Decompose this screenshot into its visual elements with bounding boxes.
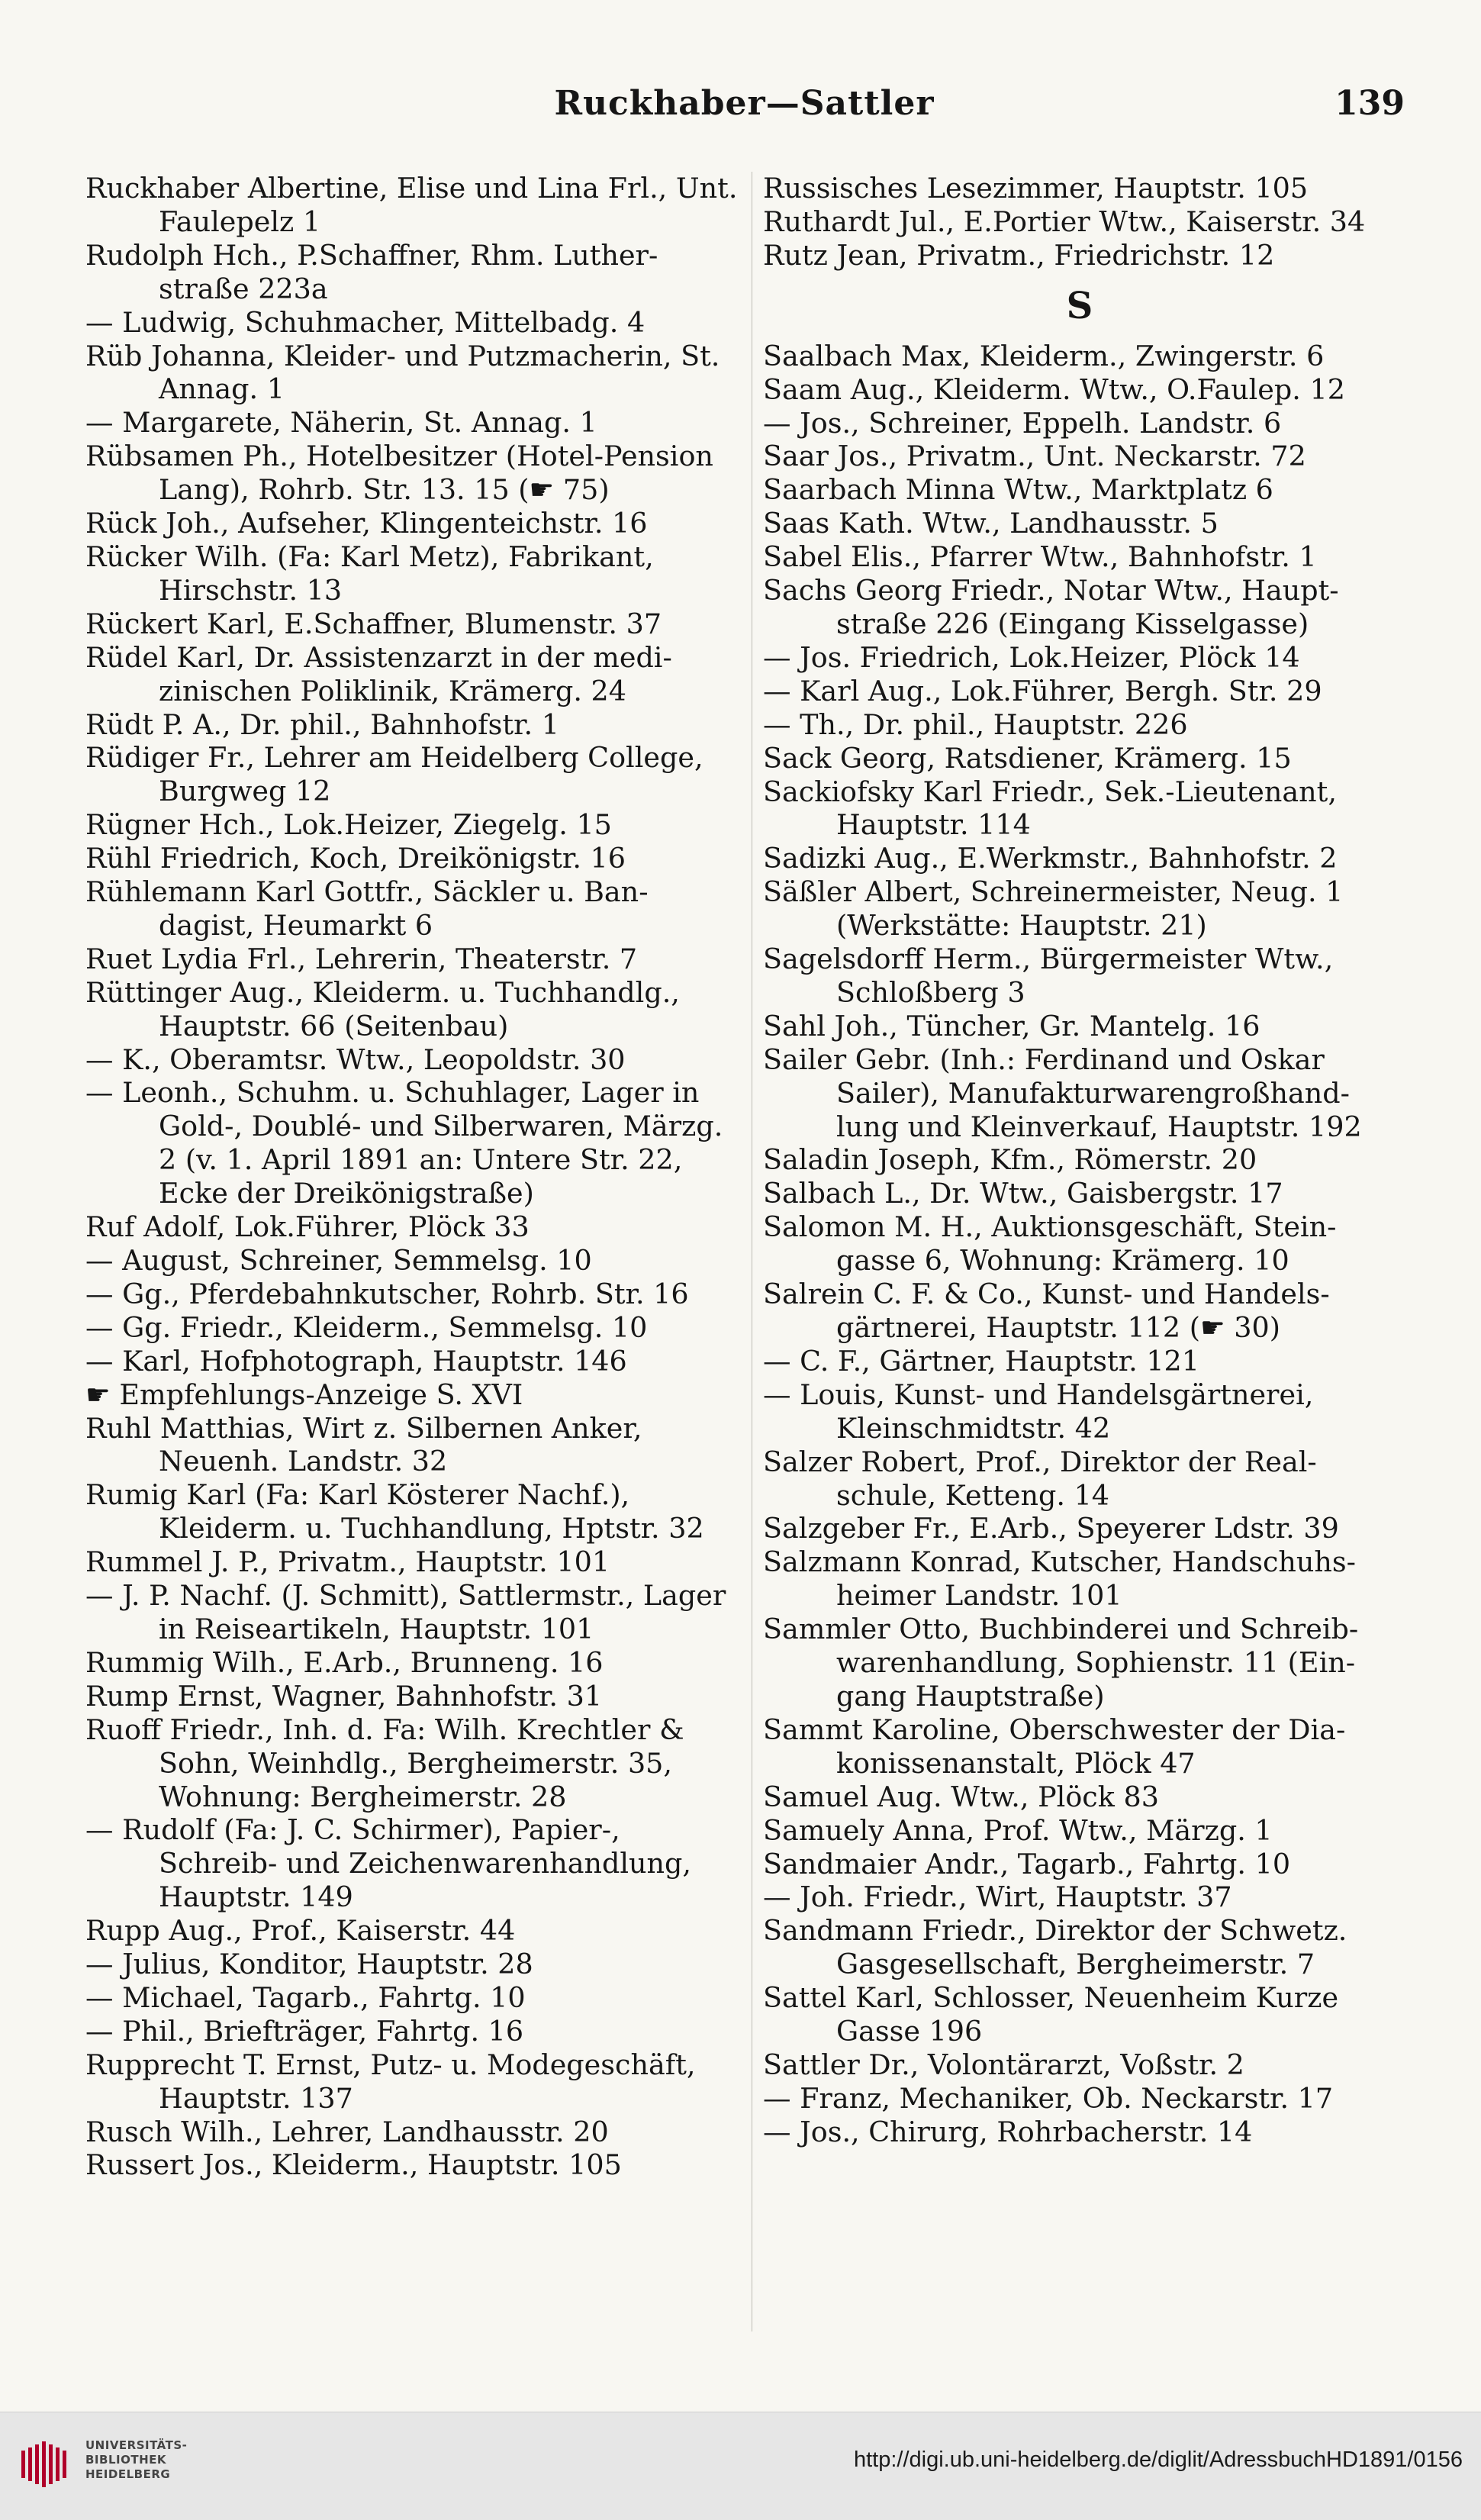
running-title: Ruckhaber—Sattler [554, 84, 935, 123]
directory-entry: Sailer Gebr. (Inh.: Ferdinand und Oskar Sailer), Manufakturwarengroßhand-lung und Kleinverkauf, Hauptstr. 192 [763, 1042, 1362, 1143]
directory-entry: Sandmann Friedr., Direktor der Schwetz. Gasgesellschaft, Bergheimerstr. 7 [763, 1914, 1357, 1981]
directory-entry: Ruet Lydia Frl., Lehrerin, Theaterstr. 7 [85, 942, 638, 975]
directory-entry: — J. P. Nachf. (J. Schmitt), Sattlermstr., Lager in Reiseartikeln, Hauptstr. 101 [85, 1579, 735, 1645]
section-letter: S [1066, 284, 1093, 327]
directory-entry: Rupp Aug., Prof., Kaiserstr. 44 [85, 1914, 516, 1948]
directory-entry: — Joh. Friedr., Wirt, Hauptstr. 37 [763, 1880, 1232, 1914]
directory-entry: Sattler Dr., Volontärarzt, Voßstr. 2 [763, 2048, 1244, 2081]
logo-bar [42, 2441, 46, 2487]
directory-entry: — Leonh., Schuhm. u. Schuhlager, Lager in Gold-, Doublé- und Silberwaren, Märzg. 2 (v. 1. April 1891 an: Untere Str. 22, Ecke der Dreikönigstraße) [85, 1076, 732, 1210]
directory-entry: — Phil., Briefträger, Fahrtg. 16 [85, 2014, 524, 2048]
directory-entry: — Karl Aug., Lok.Führer, Bergh. Str. 29 [763, 674, 1322, 707]
directory-entry: Sammler Otto, Buchbinderei und Schreib-warenhandlung, Sophienstr. 11 (Ein-gang Hauptstraße) [763, 1613, 1359, 1713]
directory-entry: Sabel Elis., Pfarrer Wtw., Bahnhofstr. 1 [763, 540, 1317, 574]
directory-entry: — Th., Dr. phil., Hauptstr. 226 [763, 707, 1188, 741]
directory-entry: Saarbach Minna Wtw., Marktplatz 6 [763, 473, 1273, 507]
directory-entry: Saalbach Max, Kleiderm., Zwingerstr. 6 [763, 339, 1325, 372]
directory-entry: Saar Jos., Privatm., Unt. Neckarstr. 72 [763, 440, 1306, 473]
directory-entry: Russisches Lesezimmer, Hauptstr. 105 [763, 172, 1309, 205]
directory-entry: Sadizki Aug., E.Werkmstr., Bahnhofstr. 2 [763, 842, 1338, 875]
directory-entry: Russert Jos., Kleiderm., Hauptstr. 105 [85, 2148, 622, 2182]
page-header [84, 84, 1405, 137]
directory-entry: Sandmaier Andr., Tagarb., Fahrtg. 10 [763, 1847, 1291, 1880]
page-number: 139 [1335, 84, 1405, 123]
directory-entry: Salrein C. F. & Co., Kunst- und Handels-gärtnerei, Hauptstr. 112 (☛ 30) [763, 1278, 1330, 1344]
directory-entry: Ruf Adolf, Lok.Führer, Plöck 33 [85, 1210, 530, 1244]
directory-entry: Samuely Anna, Prof. Wtw., Märzg. 1 [763, 1813, 1273, 1847]
directory-entry: — August, Schreiner, Semmelsg. 10 [85, 1244, 592, 1277]
right-column-entries [763, 340, 1396, 2149]
directory-entry: Säßler Albert, Schreinermeister, Neug. 1 (Werkstätte: Hauptstr. 21) [763, 875, 1352, 943]
directory-entry: Salzer Robert, Prof., Direktor der Real-schule, Ketteng. 14 [763, 1445, 1317, 1512]
directory-entry: — Karl, Hofphotograph, Hauptstr. 146 [85, 1344, 627, 1378]
directory-entry: — Julius, Konditor, Hauptstr. 28 [85, 1948, 533, 1981]
directory-entry: — K., Oberamtsr. Wtw., Leopoldstr. 30 [85, 1042, 626, 1076]
directory-entry: Saas Kath. Wtw., Landhausstr. 5 [763, 507, 1219, 540]
directory-entry: Saladin Joseph, Kfm., Römerstr. 20 [763, 1143, 1257, 1177]
directory-entry: — Franz, Mechaniker, Ob. Neckarstr. 17 [763, 2081, 1334, 2115]
library-name-line: HEIDELBERG [85, 2467, 171, 2481]
directory-entry: Sammt Karoline, Oberschwester der Dia-konissenanstalt, Plöck 47 [763, 1713, 1346, 1780]
logo-bar [49, 2444, 53, 2484]
directory-entry: — Michael, Tagarb., Fahrtg. 10 [85, 1980, 526, 2014]
library-name-line: UNIVERSITÄTS- [85, 2438, 188, 2452]
directory-entry: Salzgeber Fr., E.Arb., Speyerer Ldstr. 39 [763, 1512, 1339, 1545]
directory-entry: — Jos., Schreiner, Eppelh. Landstr. 6 [763, 406, 1282, 440]
directory-entry: Rusch Wilh., Lehrer, Landhausstr. 20 [85, 2115, 609, 2148]
source-url-link[interactable]: http://digi.ub.uni-heidelberg.de/diglit/AdressbuchHD1891/0156 [853, 2447, 1463, 2472]
directory-entry: — Margarete, Näherin, St. Annag. 1 [85, 406, 597, 440]
directory-entry: — Rudolf (Fa: J. C. Schirmer), Papier-, Schreib- und Zeichenwarenhandlung, Hauptstr. 149 [85, 1813, 700, 1914]
directory-entry: Salomon M. H., Auktionsgeschäft, Stein-gasse 6, Wohnung: Krämerg. 10 [763, 1210, 1337, 1278]
directory-entry: Rummig Wilh., E.Arb., Brunneng. 16 [85, 1645, 604, 1679]
logo-bar [28, 2447, 32, 2481]
left-column [85, 172, 747, 2182]
directory-entry: Rüdt P. A., Dr. phil., Bahnhofstr. 1 [85, 707, 559, 741]
directory-entry: — Jos. Friedrich, Lok.Heizer, Plöck 14 [763, 640, 1300, 674]
logo-bar [56, 2447, 60, 2481]
directory-entry: — Louis, Kunst- und Handelsgärtnerei, Kleinschmidtstr. 42 [763, 1378, 1322, 1445]
directory-entry: Rückert Karl, E.Schaffner, Blumenstr. 37 [85, 607, 662, 640]
directory-entry: Salzmann Konrad, Kutscher, Handschuhs-heimer Landstr. 101 [763, 1545, 1356, 1613]
directory-entry: Ruthardt Jul., E.Portier Wtw., Kaiserstr. 34 [763, 205, 1366, 238]
directory-entry: Rügner Hch., Lok.Heizer, Ziegelg. 15 [85, 808, 612, 842]
directory-entry: Sahl Joh., Tüncher, Gr. Mantelg. 16 [763, 1009, 1260, 1042]
library-name-line: BIBLIOTHEK [85, 2453, 166, 2467]
directory-entry: Rüdiger Fr., Lehrer am Heidelberg College, Burgweg 12 [85, 741, 713, 808]
directory-entry: Sagelsdorff Herm., Bürgermeister Wtw., Schloßberg 3 [763, 943, 1342, 1009]
directory-entry: Sack Georg, Ratsdiener, Krämerg. 15 [763, 741, 1292, 775]
directory-entry: — Gg., Pferdebahnkutscher, Rohrb. Str. 16 [85, 1277, 689, 1310]
library-name [85, 2438, 187, 2482]
directory-entry: — C. F., Gärtner, Hauptstr. 121 [763, 1344, 1200, 1378]
directory-entry: Ruckhaber Albertine, Elise und Lina Frl., Unt. Faulepelz 1 [85, 172, 747, 238]
directory-entry: — Jos., Chirurg, Rohrbacherstr. 14 [763, 2115, 1253, 2148]
directory-entry: Rupprecht T. Ernst, Putz- u. Modegeschäft, Hauptstr. 137 [85, 2048, 705, 2115]
viewer-footer [0, 2412, 1481, 2520]
directory-entry: Rühlemann Karl Gottfr., Säckler u. Ban-dagist, Heumarkt 6 [85, 875, 649, 942]
logo-bar [63, 2451, 66, 2478]
directory-entry: Rummel J. P., Privatm., Hauptstr. 101 [85, 1545, 610, 1579]
directory-entry: Rühl Friedrich, Koch, Dreikönigstr. 16 [85, 842, 626, 875]
directory-entry: Salbach L., Dr. Wtw., Gaisbergstr. 17 [763, 1177, 1283, 1210]
directory-entry: Ruoff Friedr., Inh. d. Fa: Wilh. Krechtler & Sohn, Weinhdlg., Bergheimerstr. 35, Wohnung: Bergheimerstr. 28 [85, 1713, 694, 1813]
directory-entry: Saam Aug., Kleiderm. Wtw., O.Faulep. 12 [763, 372, 1345, 406]
directory-entry: Rücker Wilh. (Fa: Karl Metz), Fabrikant, Hirschstr. 13 [85, 540, 663, 607]
directory-entry: Rüttinger Aug., Kleiderm. u. Tuchhandlg., Hauptstr. 66 (Seitenbau) [85, 975, 689, 1042]
directory-entry: Sattel Karl, Schlosser, Neuenheim Kurze Gasse 196 [763, 1981, 1347, 2048]
directory-entry: Rutz Jean, Privatm., Friedrichstr. 12 [763, 238, 1275, 272]
directory-entry: Ruhl Matthias, Wirt z. Silbernen Anker, Neuenh. Landstr. 32 [85, 1411, 652, 1478]
directory-entry: Rübsamen Ph., Hotelbesitzer (Hotel-Pension Lang), Rohrb. Str. 13. 15 (☛ 75) [85, 440, 723, 507]
logo-bar [35, 2444, 39, 2484]
logo-bar [21, 2451, 25, 2478]
directory-entry: Sachs Georg Friedr., Notar Wtw., Haupt-straße 226 (Eingang Kisselgasse) [763, 574, 1339, 640]
right-column [763, 172, 1396, 2149]
directory-entry: — Gg. Friedr., Kleiderm., Semmelsg. 10 [85, 1310, 648, 1344]
directory-entry: Sackiofsky Karl Friedr., Sek.-Lieutenant, Hauptstr. 114 [763, 775, 1346, 842]
directory-entry: Rüb Johanna, Kleider- und Putzmacherin, St. Annag. 1 [85, 339, 729, 406]
directory-entry: Rump Ernst, Wagner, Bahnhofstr. 31 [85, 1679, 603, 1713]
university-library-logo-icon[interactable] [15, 2434, 76, 2495]
directory-entry: ☛ Empfehlungs-Anzeige S. XVI [85, 1378, 523, 1411]
directory-entry: Rumig Karl (Fa: Karl Kösterer Nachf.), Kleiderm. u. Tuchhandlung, Hptstr. 32 [85, 1478, 704, 1545]
directory-entry: — Ludwig, Schuhmacher, Mittelbadg. 4 [85, 305, 646, 339]
directory-entry: Rudolph Hch., P.Schaffner, Rhm. Luther-straße 223a [85, 238, 658, 305]
directory-entry: Rück Joh., Aufseher, Klingenteichstr. 16 [85, 507, 648, 540]
directory-entry: Rüdel Karl, Dr. Assistenzarzt in der medi-zinischen Poliklinik, Krämerg. 24 [85, 640, 672, 707]
directory-entry: Samuel Aug. Wtw., Plöck 83 [763, 1780, 1159, 1813]
right-column-continuation [763, 172, 1396, 272]
